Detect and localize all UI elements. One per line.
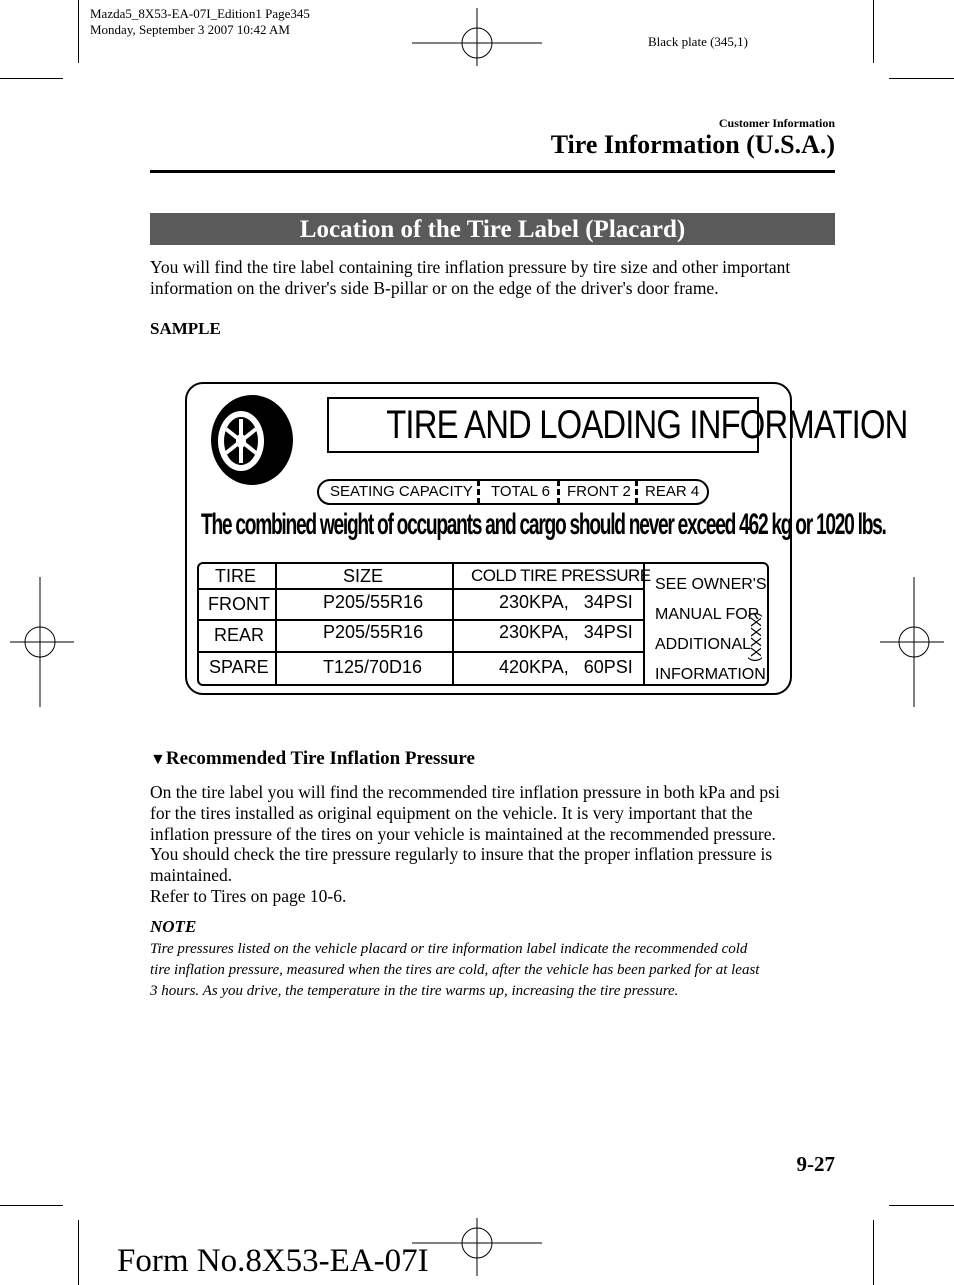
subhead [150,748,475,770]
row-rear-tire: REAR [214,625,265,645]
body-line: Refer to Tires on page 10-6. [150,885,347,906]
plate-label: Black plate (345,1) [648,34,748,49]
note-heading: NOTE [150,917,197,936]
body-line: maintained. [150,865,233,886]
owner-note-line: ADDITIONAL [655,636,752,653]
tire-icon [209,394,295,486]
row-rear-size: P205/55R16 [323,622,424,642]
print-header [90,6,310,38]
table-divider [275,564,277,684]
divider [477,480,480,504]
row-spare-size: T125/70D16 [323,657,423,677]
divider [557,480,560,504]
seating-total: TOTAL 6 [491,483,550,500]
body-line: On the tire label you will find the recommended tire inflation pressure in both kPa and psi [150,782,780,802]
tire-pressure-table [197,562,769,686]
intro-line: You will find the tire label containing tire inflation pressure by tire size and other important [150,257,791,277]
section-label: Customer Information [718,116,835,130]
seating-rear: REAR 4 [645,483,700,500]
header-size: SIZE [343,566,384,586]
crop-mark [889,1205,954,1206]
note-line: 3 hours. As you drive, the temperature in the tire warms up, increasing the tire pressure. [150,983,679,999]
registration-mark-icon [6,577,74,707]
crop-mark [873,1220,874,1285]
table-divider [199,588,645,590]
owner-note-line: INFORMATION [655,666,766,683]
row-front-pressure: 230KPA, 34PSI [499,592,633,612]
crop-mark [0,1205,63,1206]
owner-note-line: SEE OWNER'S [655,576,767,593]
placard-code: (XXXX) [747,612,764,663]
intro-paragraph [150,257,840,299]
row-front-size: P205/55R16 [323,592,424,612]
chapter-title: Tire Information (U.S.A.) [550,130,835,159]
form-number: Form No.8X53-EA-07I [117,1243,429,1279]
row-front-tire: FRONT [208,594,270,614]
note-line: Tire pressures listed on the vehicle placard or tire information label indicate the recommended cold [150,941,748,957]
note-body [150,939,840,1002]
date-line: Monday, September 3 2007 10:42 AM [90,22,290,37]
tire-placard [185,382,908,695]
body-line: inflation pressure of the tires on your vehicle is maintained at the recommended pressure. [150,823,776,844]
crop-mark [0,78,63,79]
sample-label: SAMPLE [150,319,221,338]
header-pressure: COLD TIRE PRESSURE [471,566,651,585]
combined-weight-statement: The combined weight of occupants and cargo should never exceed 462 kg or 1020 lbs. [201,508,886,541]
registration-mark-icon [412,1218,542,1280]
divider [635,480,638,504]
row-spare-tire: SPARE [209,657,269,677]
placard-title-text: TIRE AND LOADING INFORMATION [386,403,908,447]
section-banner: Location of the Tire Label (Placard) [150,213,835,245]
crop-mark [78,0,79,63]
page-number: 9-27 [796,1152,835,1176]
crop-mark [889,78,954,79]
file-line: Mazda5_8X53-EA-07I_Edition1 Page345 [90,6,310,21]
title-rule [150,170,835,173]
seating-front: FRONT 2 [567,483,631,500]
owner-note-line: MANUAL FOR [655,606,760,623]
registration-mark-icon [880,577,948,707]
crop-mark [873,0,874,63]
note-line: tire inflation pressure, measured when the tires are cold, after the vehicle has been parked for at least [150,962,760,978]
intro-line: information on the driver's side B-pillar or on the edge of the driver's door frame. [150,277,719,298]
table-divider [452,564,454,684]
subhead-text: Recommended Tire Inflation Pressure [165,748,475,769]
seating-capacity-bar [317,479,709,505]
body-line: for the tires installed as original equipment on the vehicle. It is very important that the [150,802,753,823]
body-line: You should check the tire pressure regularly to insure that the proper inflation pressure is [150,844,773,865]
placard-title [327,397,908,453]
body-paragraph [150,782,840,907]
table-divider [199,651,645,653]
row-rear-pressure: 230KPA, 34PSI [499,622,633,642]
triangle-down-icon: ▼ [150,751,166,768]
table-divider [199,619,645,621]
crop-mark [78,1220,79,1285]
header-tire: TIRE [215,566,257,586]
row-spare-pressure: 420KPA, 60PSI [499,657,633,677]
seating-capacity-label: SEATING CAPACITY [330,483,473,500]
registration-mark-icon [412,4,542,66]
